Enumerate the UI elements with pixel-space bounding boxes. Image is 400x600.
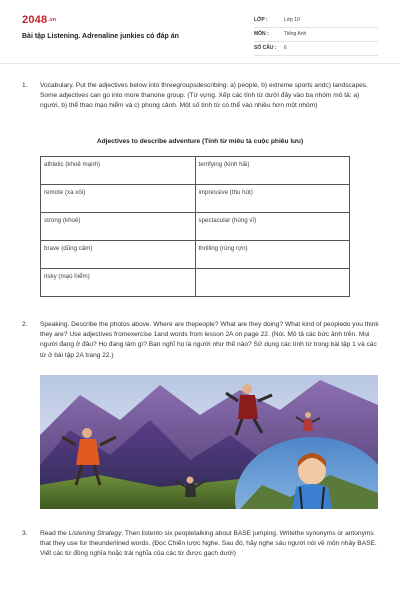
meta-label: LỚP : bbox=[254, 17, 268, 23]
table-cell: spectacular (hùng vĩ) bbox=[195, 213, 350, 241]
table-row bbox=[41, 157, 350, 185]
meta-label: MÔN : bbox=[254, 31, 269, 37]
table-title: Adjectives to describe adventure (Tính từ miêu tả cuộc phiêu lưu) bbox=[96, 138, 304, 145]
meta-label: SỐ CÂU : bbox=[254, 45, 277, 51]
meta-value: Tiếng Anh bbox=[284, 31, 307, 37]
table-row bbox=[41, 241, 350, 269]
logo-main: 2048 bbox=[22, 14, 48, 26]
meta-row-subject bbox=[254, 28, 378, 42]
table-row bbox=[41, 213, 350, 241]
question-text: Speaking. Describe the photos above. Where are thepeople? What are they doing? What kind of peopledo you think they are? Use adjectives fromexercise 1and words from lesson 2A on page 22. (Nói. Mô tả các bức ảnh trên. Mọi người đang ở đâu? Họ đang làm gì? Bạn nghĩ họ là người như thế nào? Sử dụng các tính từ trong bài tập 1 và các từ ở bài tập 2A trang 22.) bbox=[40, 321, 379, 359]
question-number: 2. bbox=[22, 321, 28, 328]
document-title: Bài tập Listening. Adrenaline junkies có đáp án bbox=[22, 33, 179, 40]
site-logo[interactable] bbox=[22, 14, 56, 26]
table-cell: brave (dũng cảm) bbox=[41, 241, 196, 269]
table-cell: strong (khoẻ) bbox=[41, 213, 196, 241]
q3-text-before: Read the bbox=[40, 530, 69, 537]
question-number: 1. bbox=[22, 82, 28, 89]
base-jumping-photo bbox=[40, 375, 378, 509]
meta-value: Lớp 10 bbox=[284, 17, 300, 23]
table-cell: terrifying (kinh hãi) bbox=[195, 157, 350, 185]
logo-sub: .vn bbox=[48, 17, 57, 24]
table-cell: athletic (khoẻ mạnh) bbox=[41, 157, 196, 185]
table-row bbox=[41, 269, 350, 297]
table-cell: risky (mạo hiểm) bbox=[41, 269, 196, 297]
question-text: Vocabulary. Put the adjectives below into threegroupsdescribing: a) people, b) extreme sports andc) landscapes. Some adjectives can go into more thanone group. (Từ vựng. Xếp các tính từ dưới đây vào ba nhóm mô tả: a) người, b) thể thao mạo hiểm và c) phong cảnh. Một số tính từ có thể vào nhiều hơn một nhóm) bbox=[40, 82, 368, 110]
meta-row-count bbox=[254, 42, 378, 56]
document-header bbox=[0, 0, 400, 64]
table-cell bbox=[195, 269, 350, 297]
question-number: 3. bbox=[22, 530, 28, 537]
table-cell: thrilling (rùng rợn) bbox=[195, 241, 350, 269]
table-cell: remote (xa xôi) bbox=[41, 185, 196, 213]
adjectives-table bbox=[40, 156, 350, 297]
table-cell: impressive (thu hút) bbox=[195, 185, 350, 213]
question-text bbox=[40, 529, 380, 560]
meta-value: 6 bbox=[284, 45, 287, 51]
meta-info bbox=[254, 14, 378, 56]
q3-text-after: . Then listento six peopletalking about BASE jumping. Writethe synonyms or antonyms that they use for theunderlined words. (Đọc Chiến lược Nghe. Sau đó, hãy nghe sáu người nói về môn nhảy BASE. Viết các từ đồng nghĩa hoặc trái nghĩa của các từ được gạch dưới) bbox=[40, 530, 377, 558]
listening-strategy-term: Listening Strategy bbox=[68, 530, 122, 537]
table-row bbox=[41, 185, 350, 213]
meta-row-grade bbox=[254, 14, 378, 28]
